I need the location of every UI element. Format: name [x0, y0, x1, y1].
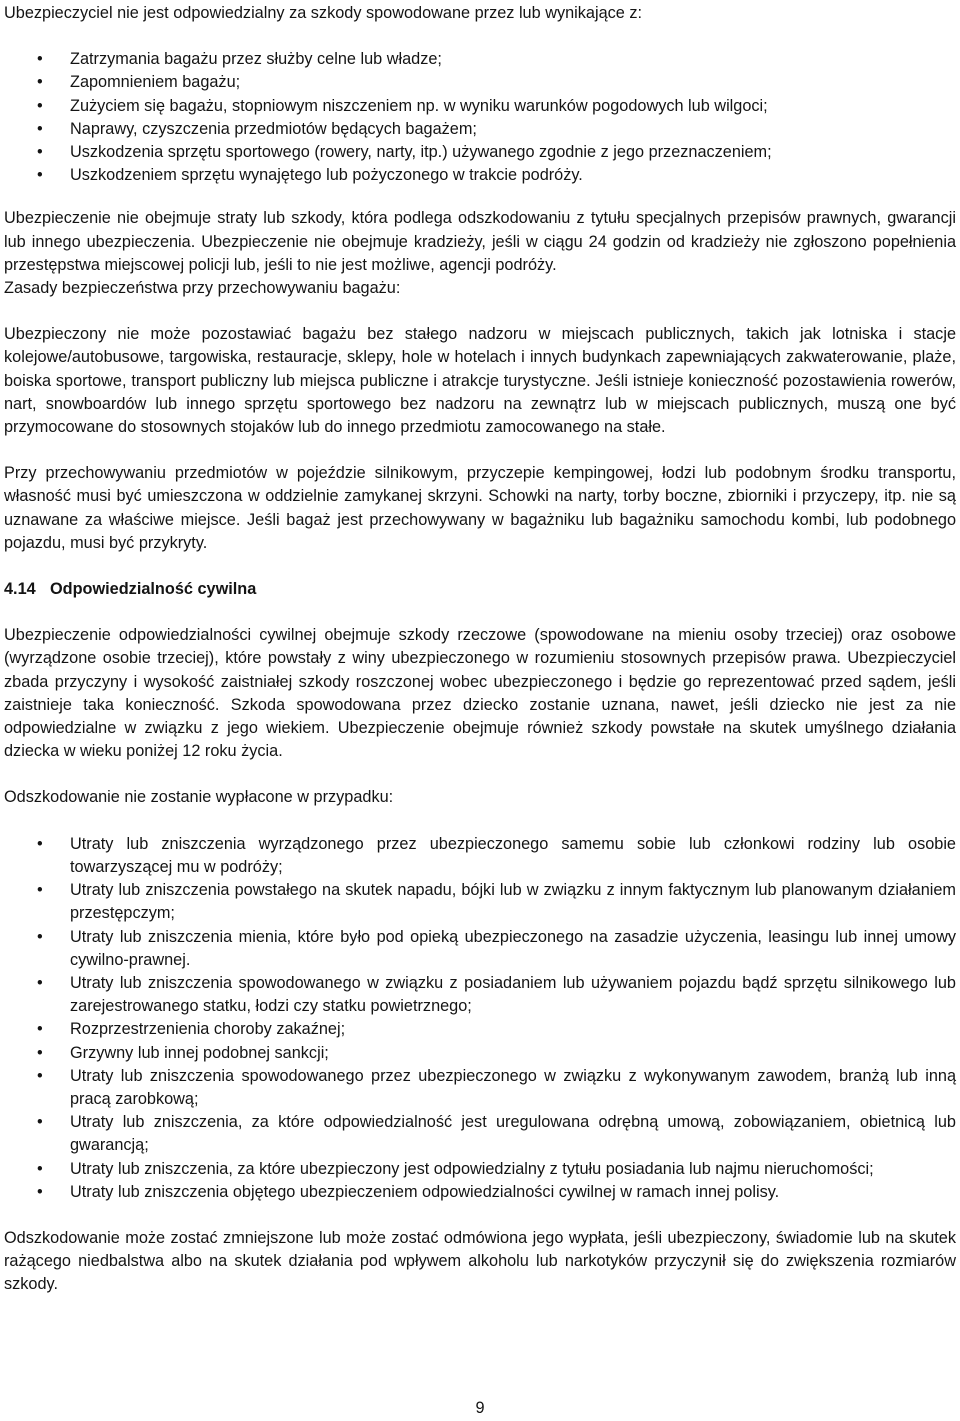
section-number: 4.14 — [4, 580, 36, 599]
bullet-icon: • — [37, 119, 43, 138]
bullet-icon: • — [37, 1113, 43, 1132]
unattended-baggage-paragraph: Ubezpieczony nie może pozostawiać bagażu bez stałego nadzoru w miejscach publicznych, takich jak lotniska i stacje kolejowe/autobusowe, targowiska, restauracje, sklepy, hole w hotelach i innych budynkach zapewniających zakwaterowanie, plaże, boiska sportowe, transport publiczny lub miejsca publiczne i atrakcje turystyczne. Jeśli istnieje konieczność pozostawienia rowerów, nart, snowboardów lub innego sprzętu sportowego bez nadzoru na zewnątrz lub w miejscach publicznych, muszą one być przymocowane do stosownych stojaków lub do innego przedmiotu zamocowanego na stałe. — [4, 325, 956, 437]
list-item: • Zużyciem się bagażu, stopniowym niszczeniem np. w wyniku warunków pogodowych lub wilgoci; — [4, 95, 956, 118]
bullet-icon: • — [37, 1066, 43, 1085]
bullet-icon: • — [37, 50, 43, 69]
list-item: • Utraty lub zniszczenia objętego ubezpieczeniem odpowiedzialności cywilnej w ramach innej polisy. — [4, 1181, 956, 1204]
bullet-icon: • — [37, 1020, 43, 1039]
list-item: • Utraty lub zniszczenia mienia, które było pod opieką ubezpieczonego na zasadzie użyczenia, leasingu lub innej umowy cywilno-prawnej. — [37, 927, 956, 969]
list-item: • Rozprzestrzenienia choroby zakaźnej; — [4, 1018, 956, 1041]
section-heading — [4, 578, 956, 601]
list-item: • Naprawy, czyszczenia przedmiotów będących bagażem; — [4, 118, 956, 141]
intro-paragraph: Ubezpieczyciel nie jest odpowiedzialny za szkody spowodowane przez lub wynikające z: — [4, 4, 643, 22]
reduction-paragraph: Odszkodowanie może zostać zmniejszone lub może zostać odmówiona jego wypłata, jeśli ubezpieczony, świadomie lub na skutek rażącego niedbalstwa albo na skutek działania pod wpływem alkoholu lub narkotyków przyczynił się do zwiększenia rozmiarów szkody. — [4, 1228, 956, 1294]
list-item: • Zatrzymania bagażu przez służby celne lub władze; — [4, 48, 956, 71]
list-item: • Utraty lub zniszczenia, za które ubezpieczony jest odpowiedzialny z tytułu posiadania lub najmu nieruchomości; — [4, 1158, 956, 1181]
baggage-exclusions-list — [4, 48, 956, 187]
bullet-icon: • — [37, 1159, 43, 1178]
list-item: • Utraty lub zniszczenia spowodowanego przez ubezpieczonego w związku z wykonywanym zawodem, branżą lub inną pracą zarobkową; — [37, 1066, 956, 1108]
bullet-icon: • — [37, 166, 43, 185]
list-item: • Utraty lub zniszczenia spowodowanego w związku z posiadaniem lub używaniem pojazdu bądź sprzętu silnikowego lub zarejestrowanego statku, łodzi czy statku powietrznego; — [37, 973, 956, 1016]
scope-paragraph: Ubezpieczenie nie obejmuje straty lub szkody, która podlega odszkodowaniu z tytułu specjalnych przepisów prawnych, gwarancji lub innego ubezpieczenia. Ubezpieczenie nie obejmuje kradzieży, jeśli w ciągu 24 godzin od kradzieży nie zgłoszono popełnienia przestępstwa miejscowej policji lub, jeśli to nie jest możliwe, agencji podróży. — [4, 209, 956, 274]
bullet-icon: • — [37, 834, 43, 853]
bullet-icon: • — [37, 143, 43, 162]
page-number: 9 — [475, 1399, 485, 1417]
list-item: • Utraty lub zniszczenia, za które odpowiedzialność jest uregulowana odrębną umową, zobowiązaniem, obietnicą lub gwarancją; — [37, 1113, 956, 1155]
bullet-icon: • — [37, 1182, 43, 1201]
list-item: • Utraty lub zniszczenia powstałego na skutek napadu, bójki lub w związku z innym faktycznym lub planowanym działaniem przestępczym; — [37, 881, 956, 923]
list-item: • Uszkodzeniem sprzętu wynajętego lub pożyczonego w trakcie podróży. — [4, 164, 956, 187]
safety-heading: Zasady bezpieczeństwa przy przechowywaniu bagażu: — [4, 279, 401, 298]
no-payout-paragraph: Odszkodowanie nie zostanie wypłacone w przypadku: — [4, 788, 394, 807]
list-item: • Uszkodzenia sprzętu sportowego (rowery, narty, itp.) używanego zgodnie z jego przeznaczeniem; — [4, 141, 956, 164]
bullet-icon: • — [37, 73, 43, 92]
liability-exclusions-list — [4, 833, 956, 1204]
liability-paragraph: Ubezpieczenie odpowiedzialności cywilnej obejmuje szkody rzeczowe (spowodowane na mieniu osoby trzeciej) oraz osobowe (wyrządzone osobie trzeciej), które powstały z winy ubezpieczonego w rozumieniu stosownych przepisów prawa. Ubezpieczyciel zbada przyczyny i wysokość zaistniałej szkody roszczonej wobec ubezpieczonego i będzie go reprezentować przed sądem, jeśli zaistnieje taka konieczność. Szkoda spowodowana przez dziecko zostanie uznana, nawet, jeśli dziecko nie jest za nie odpowiedzialne w związku z jego wiekiem. Ubezpieczenie obejmuje również szkody powstałe na skutek umyślnego działania dziecka w wieku poniżej 12 roku życia. — [4, 626, 956, 761]
bullet-icon: • — [37, 881, 43, 900]
bullet-icon: • — [37, 973, 43, 992]
list-item: • Grzywny lub innej podobnej sankcji; — [4, 1042, 956, 1065]
bullet-icon: • — [37, 1043, 43, 1062]
section-title: Odpowiedzialność cywilna — [50, 580, 257, 599]
vehicle-storage-paragraph: Przy przechowywaniu przedmiotów w pojeździe silnikowym, przyczepie kempingowej, łodzi lub podobnym środku transportu, własność musi być umieszczona w oddzielnie zamykanej skrzyni. Schowki na narty, torby boczne, zbiorniki i przyczepy, itp. nie są uznawane za właściwe miejsce. Jeśli bagaż jest przechowywany w bagażniku lub bagażniku samochodu kombi, lub podobnego pojazdu, musi być przykryty. — [4, 464, 956, 552]
bullet-icon: • — [37, 927, 43, 946]
bullet-icon: • — [37, 96, 43, 115]
list-item: • Zapomnieniem bagażu; — [4, 71, 956, 94]
list-item: • Utraty lub zniszczenia wyrządzonego przez ubezpieczonego samemu sobie lub członkowi rodziny lub osobie towarzyszącej mu w podróży; — [37, 834, 956, 876]
